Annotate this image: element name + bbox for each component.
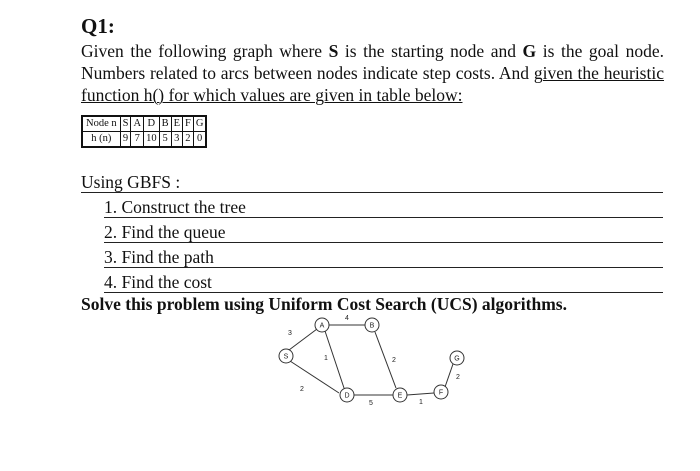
intro-text-4: given the heuristic function h() for which values are given in table below: (81, 63, 664, 105)
start-node-label: S (328, 41, 339, 61)
intro-text-3: is the goal node. Numbers related to arcs between nodes indicate step costs. And (81, 41, 664, 83)
graph-node (279, 349, 293, 363)
question-intro (81, 40, 664, 106)
table-cell: 5 (159, 132, 171, 147)
graph-node (393, 388, 407, 402)
svg-text:F: F (438, 389, 444, 397)
svg-text:S: S (283, 353, 289, 361)
graph-node (434, 385, 448, 399)
edge-f-g (445, 364, 453, 387)
svg-text:G: G (454, 355, 460, 363)
table-cell: 0 (193, 132, 206, 147)
svg-text:E: E (397, 392, 403, 400)
table-cell: G (193, 117, 206, 132)
edge-cost-label: 2 (392, 357, 396, 364)
svg-text:D: D (344, 392, 350, 400)
edge-cost-label: 1 (419, 399, 423, 406)
table-cell: B (159, 117, 171, 132)
question-title: Q1: (81, 14, 115, 38)
table-cell: 10 (144, 132, 160, 147)
heuristic-node-row (83, 117, 206, 132)
table-cell: A (131, 117, 144, 132)
table-cell: F (183, 117, 194, 132)
edge-cost-label: 4 (345, 315, 349, 322)
task-item: 3. Find the path (104, 247, 663, 268)
table-cell: 2 (183, 132, 194, 147)
gbfs-heading: Using GBFS : (81, 172, 663, 193)
edge-s-a (289, 329, 317, 350)
intro-text-2: is the starting node and (338, 41, 523, 61)
graph-node (315, 318, 329, 332)
task-item: 1. Construct the tree (104, 197, 663, 218)
table-cell: 3 (171, 132, 182, 147)
svg-text:A: A (319, 322, 325, 330)
edge-e-f (407, 393, 434, 395)
goal-node-label: G (522, 41, 537, 61)
svg-text:B: B (369, 322, 375, 330)
table-cell: 9 (120, 132, 131, 147)
edge-cost-label: 3 (288, 330, 292, 337)
search-graph (260, 312, 480, 408)
edge-cost-label: 2 (456, 374, 460, 381)
task-item: 2. Find the queue (104, 222, 663, 243)
ucs-instruction: Solve this problem using Uniform Cost Search (UCS) algorithms. (81, 294, 567, 314)
edge-s-d (290, 361, 339, 393)
task-item: 4. Find the cost (104, 272, 663, 293)
table-cell: D (144, 117, 160, 132)
table-cell: S (120, 117, 131, 132)
node-row-label: Node n (83, 117, 121, 132)
heuristic-value-row (83, 132, 206, 147)
graph-node (340, 388, 354, 402)
graph-node (450, 351, 464, 365)
graph-node (365, 318, 379, 332)
heuristic-table (82, 116, 206, 147)
value-row-label: h (n) (83, 132, 121, 147)
table-cell: E (171, 117, 182, 132)
edge-cost-label: 1 (324, 355, 328, 362)
edge-cost-label: 2 (300, 386, 304, 393)
intro-text-1: Given the following graph where (81, 41, 329, 61)
edge-cost-label: 5 (369, 400, 373, 407)
table-cell: 7 (131, 132, 144, 147)
